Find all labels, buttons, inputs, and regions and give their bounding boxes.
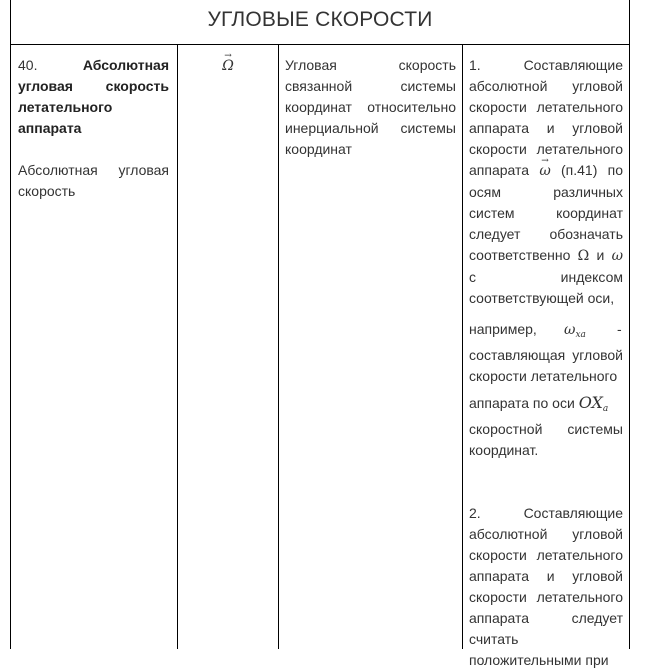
notes-cell	[469, 55, 623, 671]
column-divider-2	[278, 44, 279, 649]
section-title: УГЛОВЫЕ СКОРОСТИ	[207, 8, 433, 31]
column-divider-3	[462, 44, 463, 649]
axis-prefix: аппарата по оси	[469, 395, 575, 411]
omega-xa-symbol	[564, 322, 586, 338]
example-label: например,	[469, 321, 537, 337]
symbol-cell	[185, 55, 271, 77]
column-divider-1	[177, 44, 178, 649]
note-1-component: составляющая угловой скорости летательного	[469, 347, 623, 384]
term-cell	[18, 55, 169, 202]
oxa-symbol	[579, 393, 609, 412]
capital-omega-symbol: Ω	[577, 248, 590, 264]
term-name: Абсолютная угловая скорость летательного аппарата	[18, 57, 169, 136]
note-1-axis-suffix: скоростной системы координат.	[469, 421, 623, 458]
note-1-text: 1. Составляющие абсолютной угловой скорости летательного аппарата и угловой скорости летательного аппарата	[469, 57, 623, 178]
note-1	[469, 55, 623, 309]
omega-small-vector-symbol: → ω	[539, 161, 550, 182]
note-1-ref: (п.41) по осям различных систем координат следует обозначать соответственно	[469, 162, 623, 263]
term-heading	[18, 55, 169, 139]
omega-xa-subscript: xa	[575, 330, 586, 340]
short-term: Абсолютная угловая скорость	[18, 162, 169, 199]
omega-vector-symbol: → Ω	[222, 56, 234, 77]
oxa-base: OX	[578, 393, 603, 412]
note-1-index: с индексом соответствующей оси,	[469, 269, 623, 306]
note-1-and: и	[596, 247, 605, 263]
definition-text: Угловая скорость связанной системы координат относительно инерциальной системы координат	[285, 57, 456, 157]
term-number: 40.	[18, 57, 38, 73]
table-top-border	[10, 44, 630, 45]
oxa-subscript: a	[602, 404, 609, 414]
note-2: 2. Составляющие абсолютной угловой скорости летательного аппарата и угловой скорости летательного аппарата следует считать положительными при	[469, 505, 623, 668]
definition-cell	[285, 55, 456, 160]
example-dash: -	[617, 321, 622, 337]
omega-xa-base: ω	[564, 322, 576, 338]
small-omega-symbol: ω	[611, 248, 624, 264]
